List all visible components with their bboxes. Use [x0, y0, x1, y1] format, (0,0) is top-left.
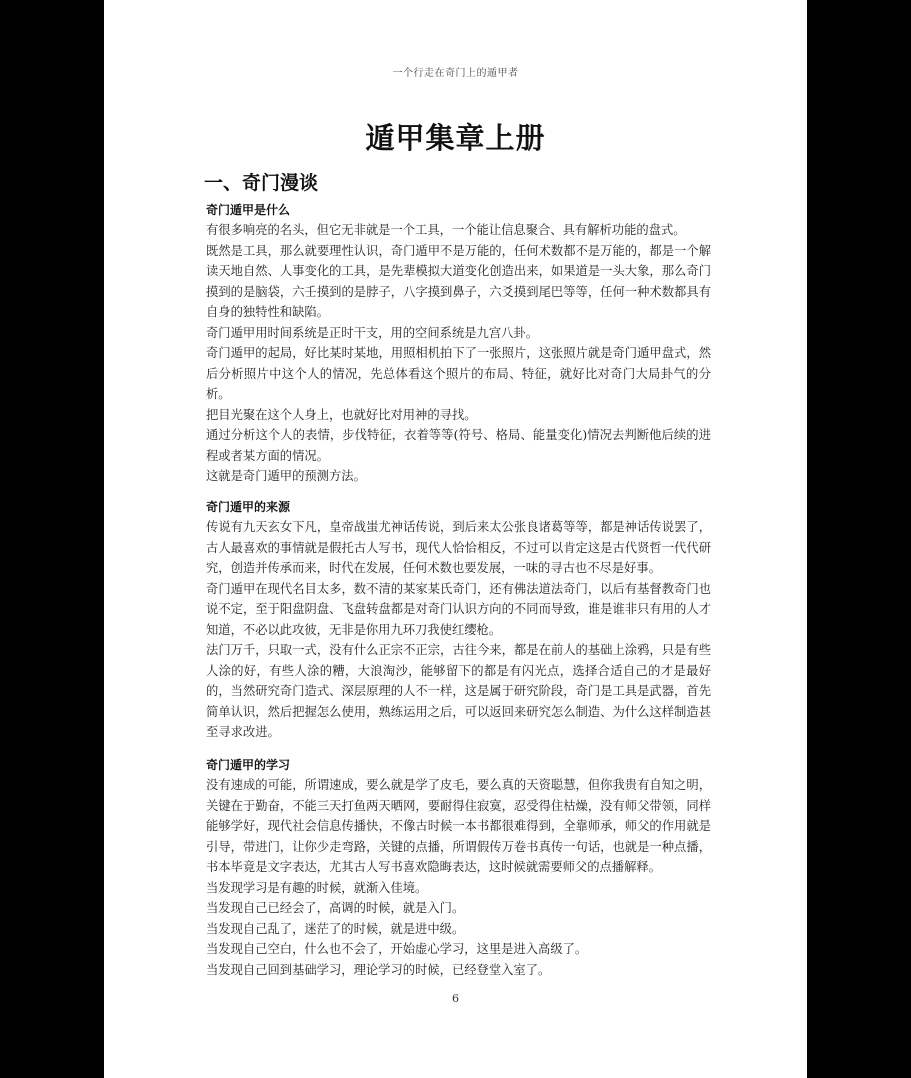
document-page — [104, 0, 807, 1078]
paragraph: 奇门遁甲的起局，好比某时某地，用照相机拍下了一张照片，这张照片就是奇门遁甲盘式，然后分析照片中这个人的情况，先总体看这个照片的布局、特征，就好比对奇门大局卦气的分析。 — [206, 346, 711, 401]
paragraph: 把目光聚在这个人身上，也就好比对用神的寻找。 — [206, 407, 477, 422]
paragraph: 当发现自己回到基础学习，理论学习的时候，已经登堂入室了。 — [206, 962, 551, 977]
document-title: 遁甲集章上册 — [365, 121, 546, 155]
paragraph: 当发现学习是有趣的时候，就渐入佳境。 — [206, 880, 428, 895]
section-heading: 奇门遁甲的学习 — [206, 758, 291, 772]
section-heading: 奇门遁甲是什么 — [206, 203, 291, 217]
paragraph: 奇门遁甲用时间系统是正时干支，用的空间系统是九宫八卦。 — [206, 325, 539, 340]
running-head: 一个行走在奇门上的遁甲者 — [392, 68, 519, 79]
paragraph: 既然是工具，那么就要理性认识，奇门遁甲不是万能的，任何术数都不是万能的，都是一个解读天地自然、人事变化的工具，是先辈模拟大道变化创造出来，如果道是一头大象，那么奇门摸到的是脑袋，六壬摸到的是脖子，八字摸到鼻子，六爻摸到尾巴等等，任何一种术数都具有自身的独特性和缺陷。 — [206, 243, 711, 319]
paragraph: 当发现自己空白，什么也不会了，开始虚心学习，这里是进入高级了。 — [206, 942, 588, 956]
section-what-is-qimen — [206, 200, 711, 487]
paragraph: 这就是奇门遁甲的预测方法。 — [206, 469, 366, 483]
section-learning — [206, 755, 711, 980]
chapter-heading: 一、奇门漫谈 — [204, 172, 319, 194]
paragraph: 当发现自己已经会了，高调的时候，就是入门。 — [206, 901, 465, 915]
paragraph: 法门万千，只取一式，没有什么正宗不正宗，古往今来，都是在前人的基础上涂鸦，只是有些人涂的好，有些人涂的糟，大浪淘沙，能够留下的都是有闪光点，选择合适自己的才是最好的，当然研究奇门造式、深层原理的人不一样，这是属于研究阶段，奇门是工具是武器，首先简单认识，然后把握怎么使用，熟练运用之后，可以返回来研究怎么制造、为什么这样制造甚至寻求改进。 — [206, 643, 711, 739]
paragraph: 通过分析这个人的表情，步伐特征，衣着等等(符号、格局、能量变化)情况去判断他后续的进程或者某方面的情况。 — [206, 428, 711, 463]
paragraph: 当发现自己乱了，迷茫了的时候，就是进中级。 — [206, 921, 465, 936]
page-number: 6 — [452, 992, 459, 1005]
paragraph: 奇门遁甲在现代名目太多，数不清的某家某氏奇门，还有佛法道法奇门，以后有基督教奇门也说不定，至于阳盘阴盘、飞盘转盘都是对奇门认识方向的不同而导致，谁是谁非只有用的人才知道，不必以此攻彼，无非是你用九环刀我使红缨枪。 — [206, 581, 711, 637]
section-heading: 奇门遁甲的来源 — [206, 500, 291, 514]
paragraph: 传说有九天玄女下凡，皇帝战蚩尤神话传说，到后来太公张良诸葛等等，都是神话传说罢了，古人最喜欢的事情就是假托古人写书，现代人恰恰相反，不过可以肯定这是古代贤哲一代代研究，创造并传承而来，时代在发展，任何术数也要发展，一味的寻古也不尽是好事。 — [206, 520, 711, 575]
section-origin — [206, 497, 711, 743]
paragraph: 没有速成的可能，所谓速成，要么就是学了皮毛，要么真的天资聪慧，但你我贵有自知之明，关键在于勤奋，不能三天打鱼两天晒网，要耐得住寂寞，忍受得住枯燥，没有师父带领，同样能够学好，现代社会信息传播快，不像古时候一本书都很难得到，全靠师承，师父的作用就是引导，带进门，让你少走弯路，关键的点播，所谓假传万卷书真传一句话，也就是一种点播，书本毕竟是文字表达，尤其古人写书喜欢隐晦表达，这时候就需要师父的点播解释。 — [206, 778, 711, 874]
paragraph: 有很多响亮的名头，但它无非就是一个工具，一个能让信息聚合、具有解析功能的盘式。 — [206, 223, 686, 237]
